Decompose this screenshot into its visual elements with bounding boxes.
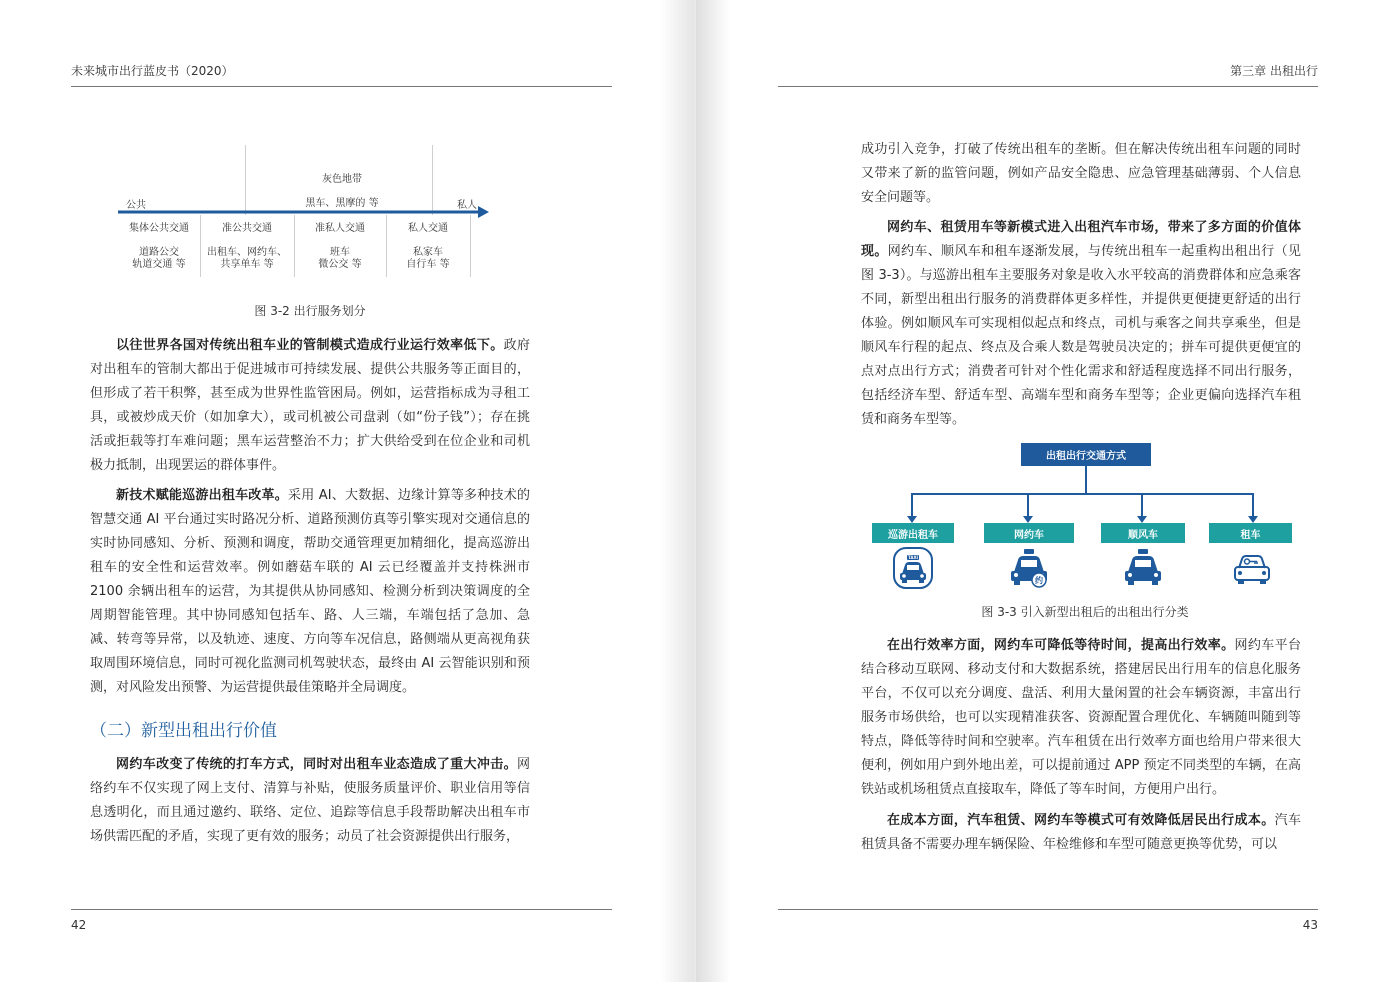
left-page [0,0,694,982]
lead-sentence: 在成本方面，汽车租赁、网约车等模式可有效降低居民出行成本。 [887,813,1275,828]
carpool-car-icon [1120,546,1166,590]
lead-sentence: 网约车改变了传统的打车方式，同时对出租车业态造成了重大冲击。 [116,757,517,772]
type-label: 集体公共交通 [129,223,189,234]
running-head-left: 未来城市出行蓝皮书（2020） [71,64,234,78]
lead-sentence: 新技术赋能巡游出租车改革。 [116,488,288,503]
gutter-shadow [696,0,730,982]
page-number-left: 42 [71,918,87,932]
private-label: 私人 [457,200,477,211]
examples-label: 自行车 等 [406,259,450,270]
examples-label: 私家车 [413,247,443,258]
paragraph-text: 采用 AI、大数据、边缘计算等多种技术的智慧交通 AI 平台通过实时路况分析、道路预测仿真等引擎实现对交通信息的实时协同感知、分析、预测和调度，帮助交通管理更加精细化，提高巡游出租车的安全性和运营效率。例如蘑菇车联的 AI 云已经覆盖并支持株洲市 2100 余辆出租车的运营，为其提供从协同感知、检测分析到决策调度的全周期智能管理。其中协同感知包括车、路、人三端，车端包括了急加、急减、转弯等异常，以及轨迹、速度、方向等车况信息，路侧端从更高视角获取周围环境信息，同时可视化监测司机驾驶状态，最终由 AI 云智能识别和预测，对风险发出预警、为运营提供最佳策略并全局调度。 [90,488,530,695]
type-label: 准公共交通 [222,223,272,234]
lead-sentence: 以往世界各国对传统出租车业的管制模式造成行业运行效率低下。 [116,338,504,353]
lead-sentence: 网约车、租赁用车等新模式进入出租汽车市场，带来了多方面的价值体现。 [861,220,1301,259]
paragraph-text: 网约车、顺风车和租车逐渐发展，与传统出租车一起重构出租出行（见图 3-3）。与巡游出租车主要服务对象是收入水平较高的消费群体和应急乘客不同，新型出租出行服务的消费群体更多样性，并提供更便捷更舒适的出行体验。例如顺风车可实现相似起点和终点，司机与乘客之间共享乘坐，但是顺风车行程的起点、终点及合乘人数是驾驶员决定的；拼车可提供更便宜的点对点出行方式；消费者可针对个性化需求和舒适程度选择不同出行服务，包括经济车型、舒适车型、高端车型和商务车型等；企业更偏向选择汽车租赁和商务车型等。 [861,244,1301,427]
section-heading: （二）新型出租出行价值 [90,721,277,741]
figure-caption: 图 3-2 出行服务划分 [254,304,366,318]
body-paragraph [90,753,530,849]
footer-rule [71,909,612,910]
footer-rule [778,909,1318,910]
figure-3-2 [118,145,498,285]
page-number-right: 43 [1302,918,1318,932]
category-ride-hailing: 网约车 [984,523,1074,543]
examples-label: 共享单车 等 [220,259,274,270]
body-paragraph [861,216,1301,432]
type-label: 私人交通 [408,223,448,234]
body-paragraph [90,334,530,478]
paragraph-text: 网络约车不仅实现了网上支付、清算与补贴，使服务质量评价、职业信用等信息透明化，而且通过邀约、联络、定位、追踪等信息手段帮助解决出租车市场供需匹配的矛盾，实现了更有效的服务；动员了社会资源提供出行服务， [90,757,530,844]
category-car-rental: 租车 [1209,523,1292,543]
body-paragraph [90,484,530,700]
header-rule [778,86,1318,87]
examples-label: 道路公交 [139,247,179,258]
category-cruising-taxi: 巡游出租车 [872,523,954,543]
paragraph-text: 网约车平台结合移动互联网、移动支付和大数据系统，搭建居民出行用车的信息化服务平台，不仅可以充分调度、盘活、利用大量闲置的社会车辆资源，丰富出行服务市场供给，也可以实现精准获客、资源配置合理优化、车辆随叫随到等特点，降低等待时间和空驶率。汽车租赁在出行效率方面也给用户带来很大便利，例如用户到外地出差，可以提前通过 APP 预定不同类型的车辆，在高铁站或机场租赁点直接取车，降低了等车时间，方便用户出行。 [861,638,1301,797]
examples-label: 轨道交通 等 [132,259,186,270]
public-label: 公共 [126,200,146,211]
public-private-arrow [118,205,498,219]
type-label: 准私人交通 [315,223,365,234]
lead-sentence: 在出行效率方面，网约车可降低等待时间，提高出行效率。 [887,638,1235,653]
examples-label: 出租车、网约车、 [207,247,287,258]
figure-caption: 图 3-3 引入新型出租后的出租出行分类 [981,605,1189,619]
body-paragraph: 成功引入竞争，打破了传统出租车的垄断。但在解决传统出租车问题的同时又带来了新的监管问题，例如产品安全隐患、应急管理基础薄弱、个人信息安全问题等。 [861,142,1301,205]
rental-car-key-icon [1229,546,1275,590]
paragraph-text: 政府对出租车的管制大都出于促进城市可持续发展、提供公共服务等正面目的，但形成了若干积弊，甚至成为世界性监管困局。例如，运营指标成为寻租工具，或被炒成天价（如加拿大），或司机被公司盘剥（如“份子钱”）；存在挑活或拒载等打车难问题；黑车运营整治不力；扩大供给受到在位企业和司机极力抵制，出现罢运的群体事件。 [90,338,530,473]
svg-text:约: 约 [1035,576,1043,586]
divider-line [470,215,471,277]
examples-label: 班车 [330,247,350,258]
connector-line [1085,466,1087,494]
figure-3-3 [866,442,1296,592]
grey-zone-label: 灰色地带 [322,174,362,185]
gutter-shadow [660,0,694,982]
paragraph-text: 汽车租赁具备不需要办理车辆保险、年检维修和车型可随意更换等优势，可以 [861,813,1301,852]
running-head-right: 第三章 出租出行 [1230,64,1318,78]
root-category-box: 出租出行交通方式 [1021,443,1151,466]
ride-hailing-car-icon [1006,546,1052,590]
connector-line [911,493,1253,495]
svg-text:TAXI: TAXI [907,555,919,561]
grey-zone-examples: 黑车、黑摩的 等 [305,198,379,209]
body-paragraph [861,634,1301,802]
category-carpool: 顺风车 [1101,523,1185,543]
taxi-circle-icon [890,546,936,590]
body-paragraph [861,809,1301,857]
examples-label: 微公交 等 [318,259,362,270]
header-rule [71,86,612,87]
